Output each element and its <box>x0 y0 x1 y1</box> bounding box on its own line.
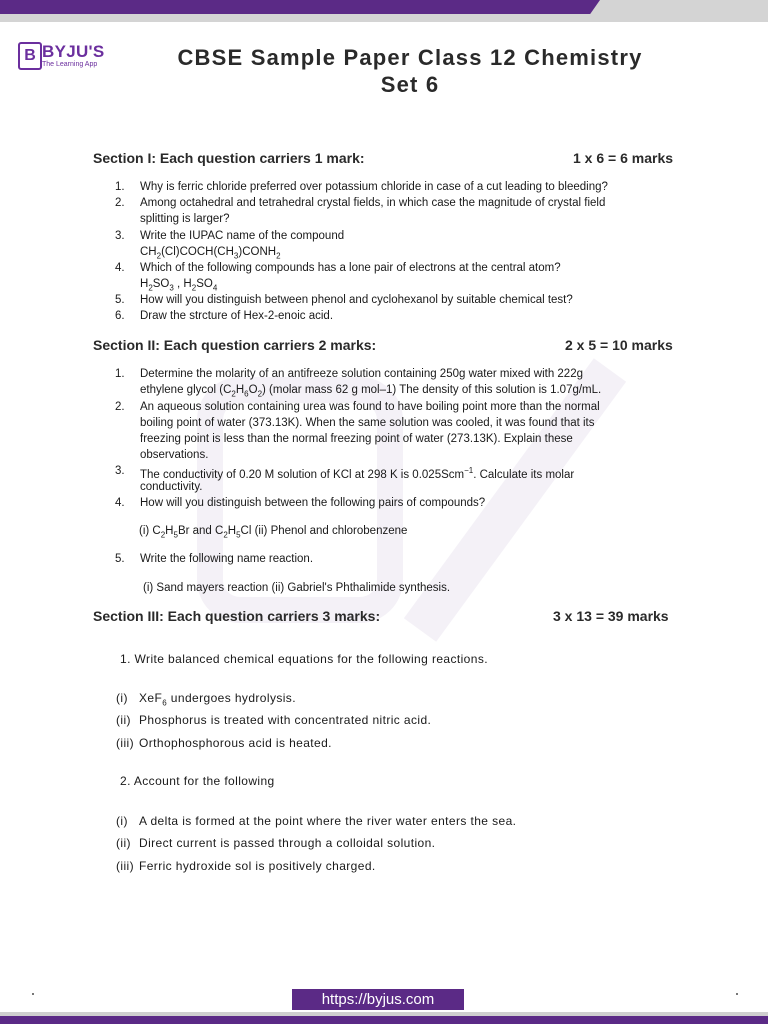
section-3-marks: 3 x 13 = 39 marks <box>553 608 669 624</box>
footer-dot-right <box>736 993 738 995</box>
section-2-marks: 2 x 5 = 10 marks <box>565 337 673 353</box>
s1-question-2-cont: splitting is larger? <box>140 213 230 225</box>
top-banner-slant <box>585 0 768 22</box>
logo-tagline: The Learning App <box>42 61 98 68</box>
bottom-banner-purple <box>0 1016 768 1024</box>
s2-question-4-sub: (i) $C_2H_5Br$ and $C_2H_5Cl$ (ii) Phenol and chlorobenzene <box>139 525 408 540</box>
section-3-heading: Section III: Each question carriers 3 marks: <box>93 608 381 624</box>
top-banner <box>0 0 768 22</box>
logo-mark-icon: B <box>18 42 42 70</box>
bottom-banner <box>0 1012 768 1024</box>
section-1-heading: Section I: Each question carriers 1 mark: <box>93 150 365 166</box>
page-title <box>110 44 710 98</box>
title-line-2: Set 6 <box>380 72 440 97</box>
section-1-marks: 1 x 6 = 6 marks <box>573 150 674 166</box>
footer-url-link[interactable]: https://byjus.com <box>292 989 464 1010</box>
s2-question-5-sub: (i) Sand mayers reaction (ii) Gabriel's Phthalimide synthesis. <box>143 582 451 594</box>
logo-name: BYJU'S <box>42 42 105 61</box>
s2-question-1-cont: ethylene glycol $(C_2H_6O_2)$ (molar mass 62 g mol–1) The density of this solution is 1.07g/mL. <box>140 384 602 399</box>
s2-question-2-line3: freezing point is less than the normal freezing point of water (273.13K). Explain these <box>140 433 573 445</box>
s2-question-2-line2: boiling point of water (373.13K). When the same solution was cooled, it was found that its <box>140 417 595 429</box>
s2-question-2-line4: observations. <box>140 449 209 461</box>
s2-question-3-cont: conductivity. <box>140 481 203 493</box>
footer-dot-left <box>32 993 34 995</box>
title-line-1: CBSE Sample Paper Class 12 Chemistry <box>177 45 643 70</box>
s1-question-3-formula: $CH_2(Cl)COCH(CH_3)CONH_2$ <box>140 246 281 261</box>
section-2-heading: Section II: Each question carriers 2 marks: <box>93 337 377 353</box>
byjus-logo[interactable] <box>18 40 108 72</box>
s1-question-4-formula: $H_2SO_3$ , $H_2SO_4$ <box>140 278 218 293</box>
